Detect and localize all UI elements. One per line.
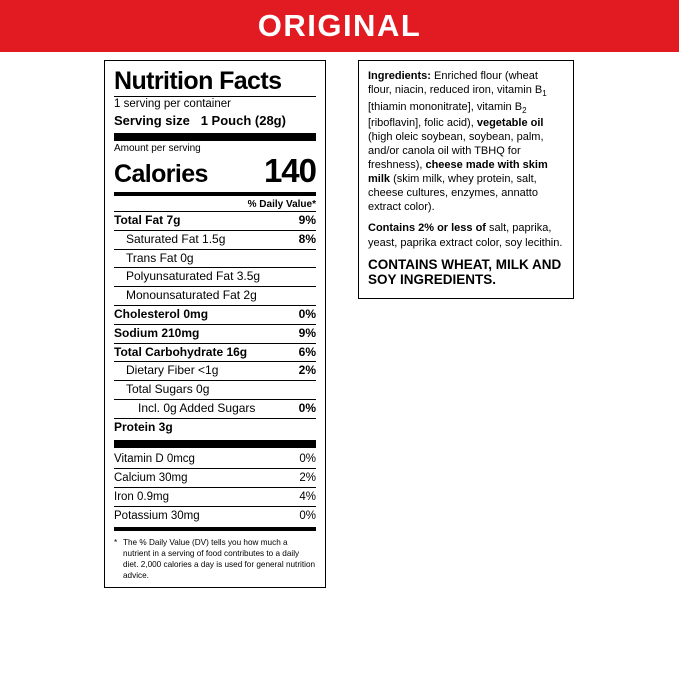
vitamin-dv: 4% bbox=[299, 490, 316, 503]
list-item bbox=[114, 507, 316, 525]
table-row bbox=[114, 250, 316, 268]
table-row bbox=[114, 231, 316, 249]
nutrient-dv: 2% bbox=[298, 363, 316, 378]
allergen-statement: CONTAINS WHEAT, MILK AND SOY INGREDIENTS. bbox=[368, 256, 562, 288]
amount-per-serving-label: Amount per serving bbox=[114, 143, 201, 155]
nutrient-label: Total Sugars 0g bbox=[126, 382, 210, 397]
divider-medium bbox=[114, 192, 316, 196]
calories-label: Calories bbox=[114, 160, 208, 189]
nutrient-dv: 6% bbox=[298, 344, 316, 359]
table-row bbox=[114, 325, 316, 343]
nutrient-label: Total Carbohydrate 16g bbox=[114, 344, 248, 359]
ingredients-text-3: [riboflavin], folic acid), bbox=[368, 116, 477, 129]
nutrient-label: Sodium 210mg bbox=[114, 325, 200, 340]
nutrition-facts-panel bbox=[104, 60, 326, 588]
calories-value: 140 bbox=[263, 152, 316, 190]
list-item bbox=[114, 488, 316, 506]
nutrient-label: Cholesterol 0mg bbox=[114, 307, 209, 322]
table-row bbox=[114, 419, 316, 437]
vitamin-dv: 2% bbox=[299, 471, 316, 484]
list-item bbox=[114, 450, 316, 468]
table-row bbox=[114, 268, 316, 286]
contains-2-percent-label: Contains 2% or less of bbox=[368, 222, 486, 235]
list-item bbox=[114, 469, 316, 487]
divider-thick bbox=[114, 440, 316, 448]
serving-size-value: 1 Pouch (28g) bbox=[200, 113, 286, 129]
vitamin-dv: 0% bbox=[299, 452, 316, 465]
calories-row bbox=[114, 152, 316, 190]
vitamin-label: Calcium 30mg bbox=[114, 471, 188, 484]
table-row bbox=[114, 212, 316, 230]
nutrient-rows bbox=[114, 212, 316, 437]
nutrient-dv: 8% bbox=[298, 231, 316, 246]
ingredients-heading: Ingredients: bbox=[368, 70, 431, 82]
nutrient-label: Incl. 0g Added Sugars bbox=[138, 401, 256, 416]
nutrient-label: Total Fat 7g bbox=[114, 213, 181, 228]
daily-value-footnote bbox=[114, 533, 316, 581]
ingredients-text-4: (high oleic soybean, soybean, palm, and/or canola oil with TBHQ for freshness), bbox=[368, 131, 544, 172]
ingredients-panel bbox=[358, 60, 574, 299]
vitamin-b1-subscript: 1 bbox=[542, 89, 547, 99]
nutrient-label: Monounsaturated Fat 2g bbox=[126, 288, 257, 303]
nutrient-label: Protein 3g bbox=[114, 419, 173, 434]
ingredients-bold-vegetable-oil: vegetable oil bbox=[476, 116, 544, 129]
nutrient-label: Polyunsaturated Fat 3.5g bbox=[126, 269, 261, 284]
vitamin-label: Iron 0.9mg bbox=[114, 490, 169, 503]
vitamin-b2-subscript: 2 bbox=[522, 105, 527, 115]
ingredients-text-5: (skim milk, whey protein, salt, cheese cultures, enzymes, annatto extract color). bbox=[368, 173, 538, 214]
ingredients-text-1: Enriched flour (wheat flour, niacin, reduced iron, vitamin B bbox=[368, 70, 543, 97]
footnote-star: * bbox=[114, 537, 118, 547]
daily-value-header: % Daily Value* bbox=[247, 199, 316, 211]
serving-size-label: Serving size bbox=[114, 113, 190, 129]
nutrient-dv: 0% bbox=[298, 307, 316, 322]
serving-size-row bbox=[114, 113, 316, 130]
vitamin-rows bbox=[114, 450, 316, 525]
table-row bbox=[114, 344, 316, 362]
vitamin-dv: 0% bbox=[299, 509, 316, 522]
flavor-banner-title: ORIGINAL bbox=[257, 8, 422, 43]
vitamin-label: Potassium 30mg bbox=[114, 509, 200, 522]
nutrient-label: Saturated Fat 1.5g bbox=[126, 231, 226, 246]
table-row bbox=[114, 362, 316, 380]
contains-2-percent-text: salt, paprika, yeast, paprika extract color, soy lecithin. bbox=[368, 222, 563, 249]
flavor-banner bbox=[0, 0, 679, 52]
nutrient-label: Trans Fat 0g bbox=[126, 250, 194, 265]
nutrition-facts-title: Nutrition Facts bbox=[114, 67, 282, 95]
divider-medium bbox=[114, 527, 316, 531]
table-row bbox=[114, 381, 316, 399]
servings-per-container: 1 serving per container bbox=[114, 98, 231, 111]
table-row bbox=[114, 306, 316, 324]
nutrient-dv: 9% bbox=[298, 325, 316, 340]
nutrient-dv: 9% bbox=[298, 213, 316, 228]
footnote-text: The % Daily Value (DV) tells you how much a nutrient in a serving of food contributes to a daily diet. 2,000 calories a day is used for general nutrition advice. bbox=[123, 537, 316, 580]
contains-two-percent-paragraph bbox=[368, 221, 564, 249]
vitamin-label: Vitamin D 0mcg bbox=[114, 452, 195, 465]
ingredients-paragraph bbox=[368, 69, 564, 214]
ingredients-bold-cheese: cheese made with skim milk bbox=[368, 159, 548, 186]
nutrient-dv: 0% bbox=[298, 401, 316, 416]
ingredients-text-2: [thiamin mononitrate], vitamin B bbox=[368, 100, 523, 113]
table-row bbox=[114, 287, 316, 305]
table-row bbox=[114, 400, 316, 418]
nutrient-label: Dietary Fiber <1g bbox=[126, 363, 219, 378]
divider-thick bbox=[114, 133, 316, 141]
